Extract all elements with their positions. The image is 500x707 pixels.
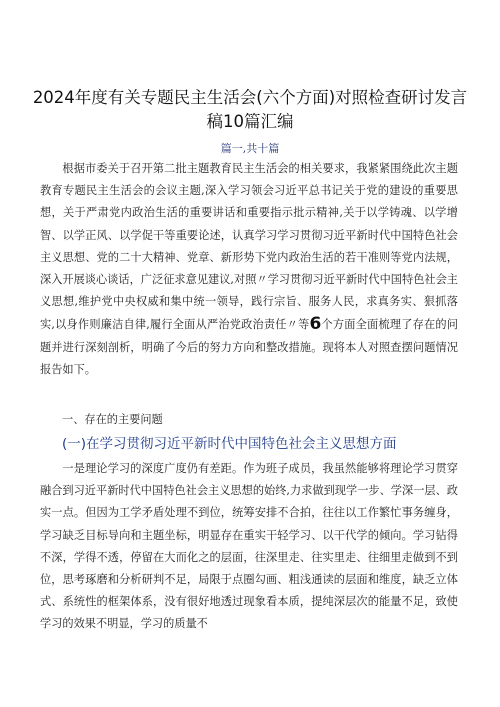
body-paragraph: 一是理论学习的深度广度仍有差距。作为班子成员，我虽然能够将理论学习贯穿融合到习近平新时代中国特色社会主义思想的始终,力求做到现学一步、学深一层、政实一点。但因为工学矛盾处理不到位，统筹安排不合拍，往往以工作繁忙事务缠身，学习缺乏目标导向和主题坐标，明显存在重实干轻学习、以干代学的倾向。学习钻得不深，学得不透，停留在大而化之的层面，往深里走、往实里走、往细里走做到不到位，思考琢磨和分析研判不足，局限于点圈勾画、粗浅通读的层面和维度，缺乏立体式、系统性的框架体系，没有很好地透过现象看本质，提纯深层次的能量不足，致使学习的效果不明显，学习的质量不 xyxy=(40,462,458,631)
section-heading: 一、存在的主要问题 xyxy=(62,413,163,426)
intro-paragraph-block xyxy=(40,158,458,381)
intro-paragraph xyxy=(40,158,458,381)
intro-text-part2: 个方面全面梳理了存在的问题并进行深刻剖析，明确了今后的努力方向和整改措施。现将本人对照查摆问题情况报告如下。 xyxy=(40,318,458,376)
intro-number: 6 xyxy=(309,314,322,335)
intro-text-part1: 根据市委关于召开第二批主题教育民主生活会的相关要求，我紧紧围绕此次主题教育专题民主生活会的会议主题,深入学习领会习近平总书记关于党的建设的重要思想，关于严肃党内政治生活的重要讲话和重要指示批示精神,关于以学铸魂、以学增智、以学正风、以学促干等重要论述，认真学习学习贯彻习近平新时代中国特色社会主义思想、党的二十大精神、党章、新形势下党内政治生活的若干准则等党内法规，深入开展谈心谈话，广泛征求意见建议,对照〃学习贯彻习近平新时代中国特色社会主义思想,维护党中央权威和集中统一领导，践行宗旨、服务人民，求真务实、狠抓落实,以身作则廉洁自律,履行全面从严治党政治责任〃等 xyxy=(40,162,458,332)
document-title: 2024年度有关专题民主生活会(六个方面)对照检查研讨发言稿10篇汇编 xyxy=(32,88,468,131)
subsection-heading: (一)在学习贯彻习近平新时代中国特色社会主义思想方面 xyxy=(62,436,397,452)
body-paragraph-block xyxy=(40,458,458,636)
document-subtitle: 篇一,共十篇 xyxy=(220,142,280,155)
